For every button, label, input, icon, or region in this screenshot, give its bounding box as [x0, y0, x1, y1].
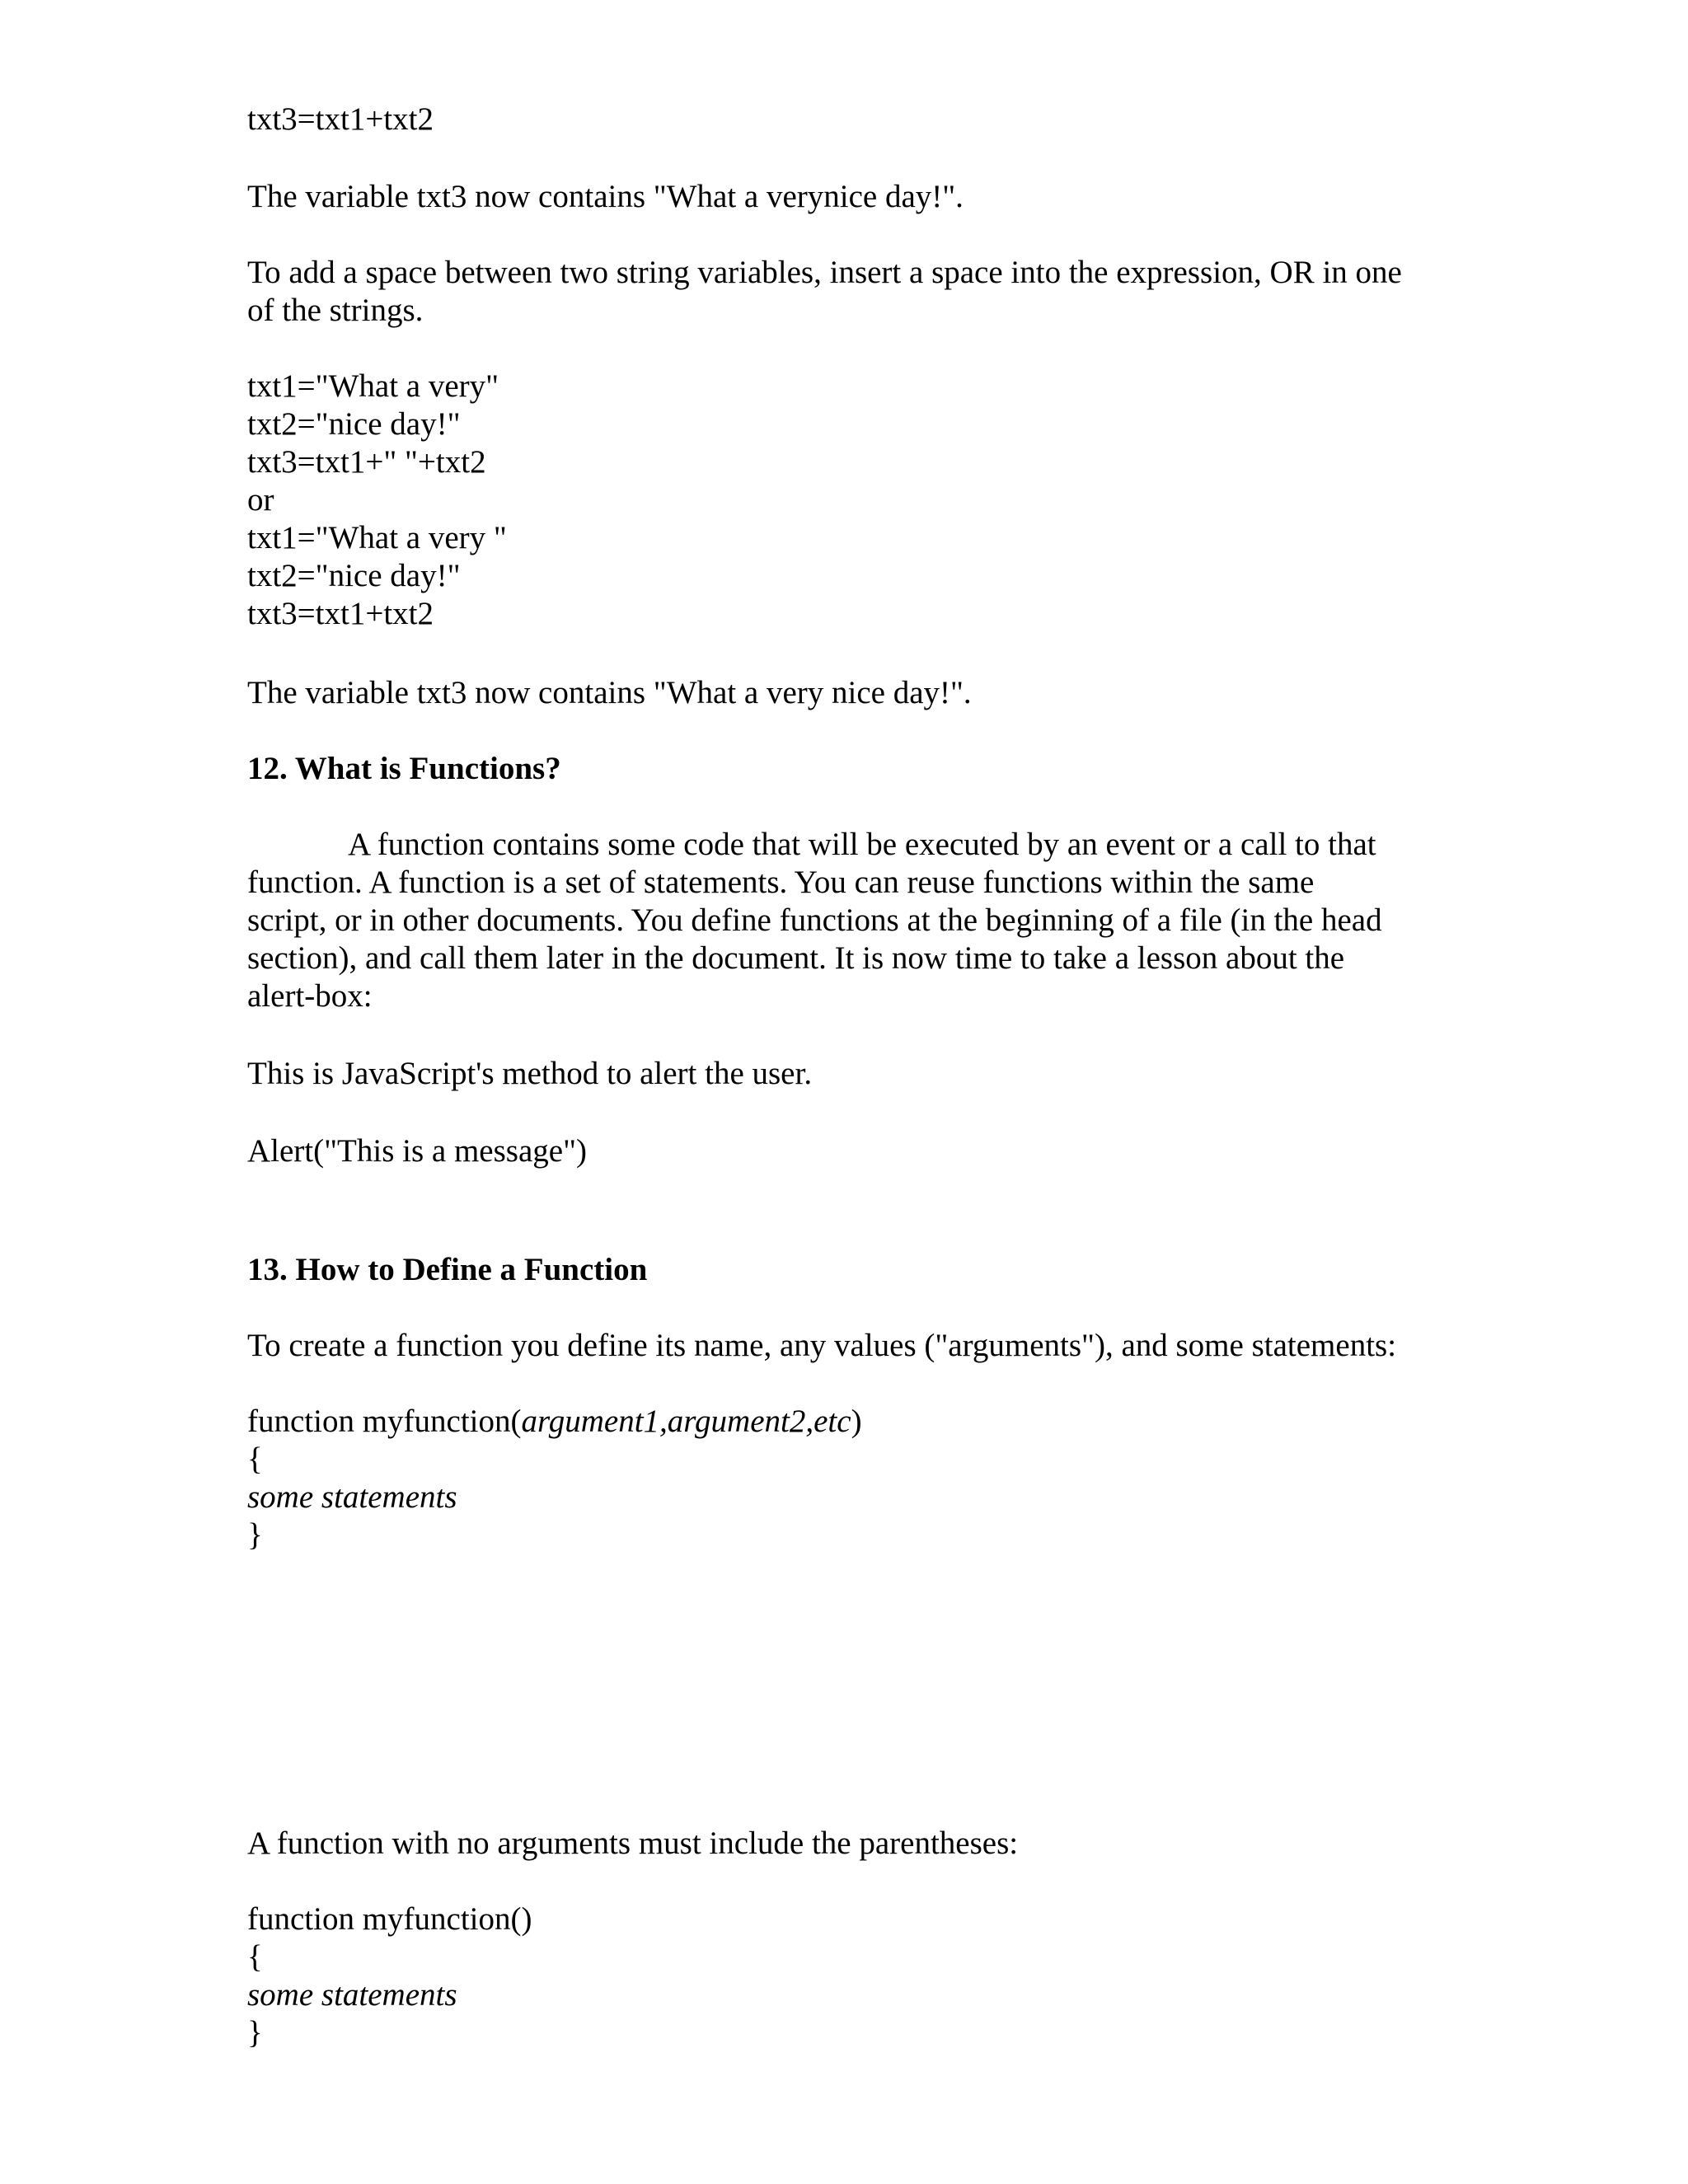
alert-code: Alert("This is a message")	[247, 1133, 587, 1169]
brace-open: {	[247, 1441, 263, 1477]
paragraph-line: function. A function is a set of statements. You can reuse functions within the same	[247, 865, 1315, 900]
code-line: txt2="nice day!"	[247, 558, 461, 593]
brace-close: }	[247, 1517, 263, 1553]
code-line-concat: txt3=txt1+txt2	[247, 101, 434, 137]
result-text-no-space: The variable txt3 now contains "What a verynice day!".	[247, 179, 964, 214]
paragraph-line: script, or in other documents. You define functions at the beginning of a file (in the head	[247, 902, 1382, 938]
code-line: txt1="What a very"	[247, 368, 499, 404]
functions-paragraph	[247, 826, 1451, 1015]
code-line: txt3=txt1+" "+txt2	[247, 444, 486, 480]
code-line: or	[247, 482, 274, 518]
space-intro-line-1: To add a space between two string variables, insert a space into the expression, OR in one	[247, 255, 1402, 290]
space-intro-line-2: of the strings.	[247, 293, 424, 328]
function-arguments: argument1,argument2,etc	[521, 1404, 851, 1439]
code-line: txt3=txt1+txt2	[247, 596, 434, 631]
code-line: txt2="nice day!"	[247, 406, 461, 442]
paragraph-line: alert-box:	[247, 978, 373, 1014]
alert-description: This is JavaScript's method to alert the user.	[247, 1056, 813, 1091]
define-description: To create a function you define its name, any values ("arguments"), and some statements:	[247, 1328, 1397, 1363]
brace-open: {	[247, 1939, 263, 1975]
no-args-description: A function with no arguments must include the parentheses:	[247, 1825, 1019, 1861]
some-statements: some statements	[247, 1479, 457, 1515]
section-heading-12: 12. What is Functions?	[247, 751, 561, 786]
some-statements: some statements	[247, 1977, 457, 2013]
paragraph-line: section), and call them later in the document. It is now time to take a lesson about the	[247, 940, 1345, 976]
result-text-space: The variable txt3 now contains "What a very nice day!".	[247, 675, 972, 710]
brace-close: }	[247, 2015, 263, 2050]
function-signature-with-args: function myfunction(argument1,argument2,etc)	[247, 1404, 862, 1439]
section-heading-13: 13. How to Define a Function	[247, 1252, 648, 1287]
code-line: txt1="What a very "	[247, 520, 507, 555]
paragraph-line: A function contains some code that will be executed by an event or a call to that	[348, 827, 1376, 862]
function-signature-no-args: function myfunction()	[247, 1901, 532, 1937]
